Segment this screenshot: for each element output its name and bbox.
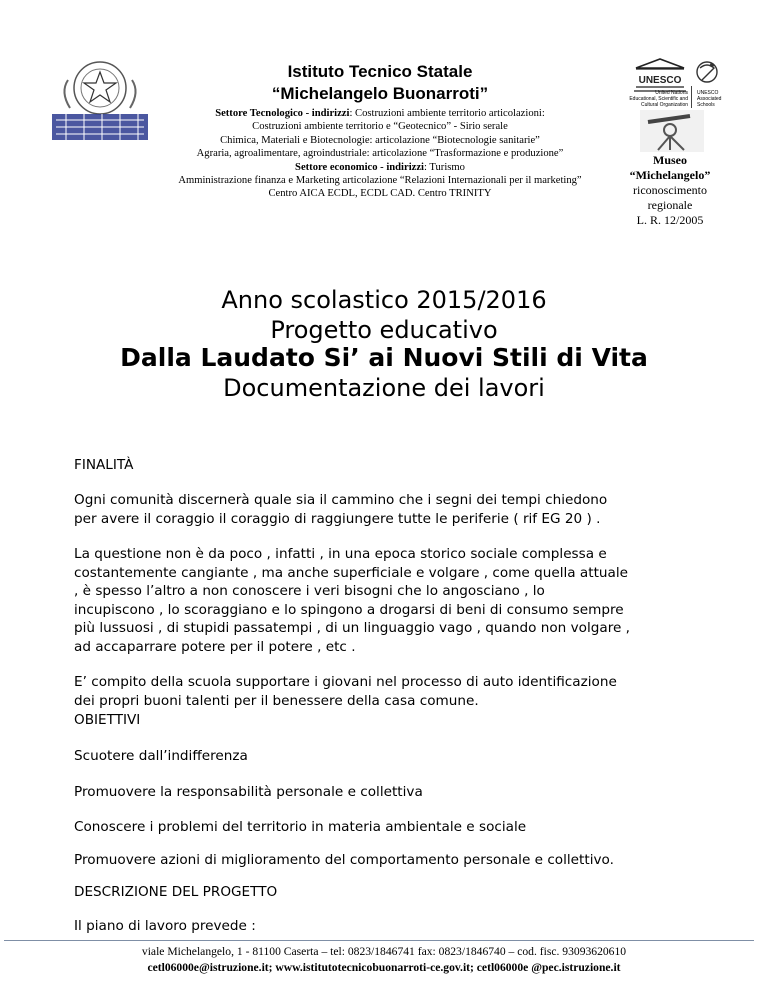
paragraph-questione [74, 545, 714, 656]
unesco-wordmark: UNESCO [638, 75, 682, 86]
associated-schools-text [697, 90, 737, 108]
footer-contacts: cetl06000e@istruzione.it; www.istitutotecnicobuonarroti-ce.gov.it; cetl06000e @pec.istruzione.it [147, 961, 621, 974]
piano-di-lavoro: Il piano di lavoro prevede : [74, 918, 256, 934]
p1-line-1: Ogni comunità discernerà quale sia il cammino che i segni dei tempi chiedono [74, 492, 608, 508]
obiettivo-item: Conoscere i problemi del territorio in materia ambientale e sociale [74, 819, 527, 835]
p3-line-1: E’ compito della scuola supportare i giovani nel processo di auto identificazione [74, 674, 617, 690]
p2-line-3: , è spesso l’altro a non conoscere i veri bisogni che lo angosciano , lo [74, 583, 545, 599]
header-line-1-bold: Settore Tecnologico - indirizzi [215, 108, 350, 119]
p2-line-1: La questione non è da poco , infatti , in una epoca storico sociale complessa e [74, 546, 607, 562]
header-line-6: Amministrazione finanza e Marketing articolazione “Relazioni Internazionali per il marketing” [178, 175, 582, 186]
paragraph-compito [74, 673, 714, 710]
obiettivo-item: Scuotere dall’indifferenza [74, 748, 248, 764]
unesco-org-line-1: United Nations [655, 90, 688, 96]
unesco-org-line-3: Cultural Organization [641, 102, 688, 108]
museo-line-3: L. R. 12/2005 [636, 213, 704, 227]
obiettivi-heading: OBIETTIVI [74, 712, 141, 728]
museum-instrument-image [640, 110, 704, 152]
school-year: Anno scolastico 2015/2016 [221, 286, 547, 314]
descrizione-heading: DESCRIZIONE DEL PROGETTO [74, 884, 278, 900]
museo-name-1: Museo [653, 153, 687, 167]
footer-address: viale Michelangelo, 1 - 81100 Caserta – tel: 0823/1846741 fax: 0823/1846740 – cod. fisc. 93093620610 [141, 945, 627, 958]
school-title-2: “Michelangelo Buonarroti” [271, 84, 489, 103]
header-line-5-text: : Turismo [424, 161, 465, 173]
museo-line-2: regionale [647, 198, 693, 212]
obiettivo-item: Promuovere la responsabilità personale e collettiva [74, 784, 423, 800]
header-line-4: Agraria, agroalimentare, agroindustriale: articolazione “Trasformazione e produzione” [196, 148, 564, 160]
p2-line-6: ad accaparrare potere per il potere , etc . [74, 638, 356, 655]
header-line-5-bold: Settore economico - indirizzi [295, 161, 424, 173]
header-line-1 [150, 107, 610, 120]
p2-line-2: costantemente cangiante , ma anche superficiale e volgare , come quella attuale [74, 564, 629, 581]
p3-line-2: dei propri buoni talenti per il benessere della casa comune. [74, 692, 479, 709]
header-line-5 [150, 161, 610, 174]
project-subtitle: Documentazione dei lavori [223, 374, 545, 402]
obiettivo-item: Promuovere azioni di miglioramento del comportamento personale e collettivo. [74, 852, 614, 868]
museo-name-2: “Michelangelo” [629, 168, 711, 182]
p1-line-2: per avere il coraggio il coraggio di raggiungere tutte le periferie ( rif EG 20 ) . [74, 510, 601, 527]
header-line-1-text: : Costruzioni ambiente territorio articolazioni: [349, 108, 545, 119]
p2-line-5: più lussuosi , di stupidi passatempi , di un linguaggio vago , quando non volgare , [74, 620, 630, 636]
museo-line-1: riconoscimento [633, 183, 707, 197]
schools-line-3: Schools [697, 102, 715, 108]
paragraph-finalita [74, 491, 714, 528]
project-type: Progetto educativo [270, 316, 498, 344]
footer-rule [4, 940, 754, 941]
finalita-heading: FINALITÀ [74, 457, 134, 473]
unesco-divider [691, 86, 692, 108]
header-line-2: Costruzioni ambiente territorio e “Geotecnico” - Sirio serale [252, 121, 508, 133]
header-line-3: Chimica, Materiali e Biotecnologie: articolazione “Biotecnologie sanitarie” [220, 134, 540, 146]
p2-line-4: incupiscono , lo scoraggiano e lo spingono a drogarsi di beni di consumo sempre [74, 601, 624, 618]
project-title: Dalla Laudato Si’ ai Nuovi Stili di Vita [120, 343, 648, 372]
republic-emblem [46, 52, 154, 144]
schools-line-2: Associated [697, 96, 722, 102]
schools-line-1: UNESCO [697, 90, 719, 96]
associated-schools-icon [694, 58, 720, 86]
header-line-7: Centro AICA ECDL, ECDL CAD. Centro TRINITY [268, 188, 492, 200]
unesco-org-line-2: Educational, Scientific and [629, 96, 688, 102]
unesco-org-text [624, 90, 688, 108]
school-title-1: Istituto Tecnico Statale [287, 62, 473, 81]
